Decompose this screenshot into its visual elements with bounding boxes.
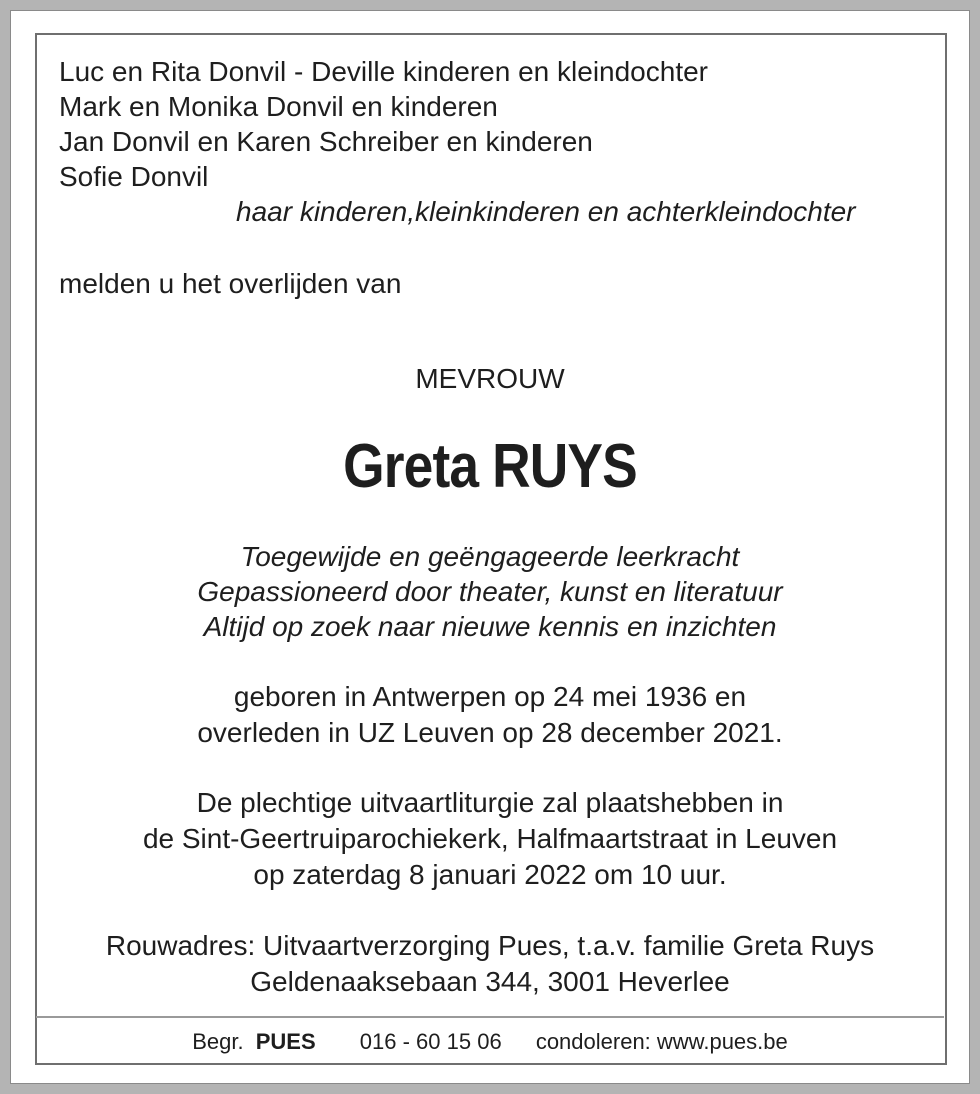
tribute-line-1: Toegewijde en geëngageerde leerkracht <box>240 541 740 572</box>
family-line-1: Luc en Rita Donvil - Deville kinderen en kleindochter <box>59 56 709 87</box>
footer-condolence: condoleren: www.pues.be <box>535 1029 788 1054</box>
family-line-3: Jan Donvil en Karen Schreiber en kinderen <box>59 126 593 157</box>
title-mevrouw: MEVROUW <box>415 363 565 394</box>
footer-divider <box>36 1016 944 1018</box>
birth-line: geboren in Antwerpen op 24 mei 1936 en <box>233 681 747 712</box>
ceremony-line-2: de Sint-Geertruiparochiekerk, Halfmaartstraat in Leuven <box>142 823 838 854</box>
footer-bar <box>0 1028 980 1056</box>
footer-prefix: Begr. <box>192 1029 244 1054</box>
footer-phone: 016 - 60 15 06 <box>359 1029 502 1054</box>
family-line-2: Mark en Monika Donvil en kinderen <box>59 91 498 122</box>
announcement-text: melden u het overlijden van <box>59 268 402 299</box>
tribute-line-2: Gepassioneerd door theater, kunst en literatuur <box>197 576 783 607</box>
ceremony-line-1: De plechtige uitvaartliturgie zal plaatshebben in <box>196 787 784 818</box>
death-line: overleden in UZ Leuven op 28 december 2021. <box>197 717 783 748</box>
deceased-name: Greta RUYS <box>343 432 637 501</box>
ceremony-line-3: op zaterdag 8 januari 2022 om 10 uur. <box>253 859 727 890</box>
tribute-line-3: Altijd op zoek naar nieuwe kennis en inzichten <box>203 611 777 642</box>
family-line-4: Sofie Donvil <box>59 161 209 192</box>
mourning-address-line-1: Rouwadres: Uitvaartverzorging Pues, t.a.v. familie Greta Ruys <box>105 930 875 961</box>
mourning-address-line-2: Geldenaaksebaan 344, 3001 Heverlee <box>250 966 730 997</box>
footer-undertaker: PUES <box>255 1029 316 1054</box>
family-relation: haar kinderen,kleinkinderen en achterkleindochter <box>236 196 856 227</box>
